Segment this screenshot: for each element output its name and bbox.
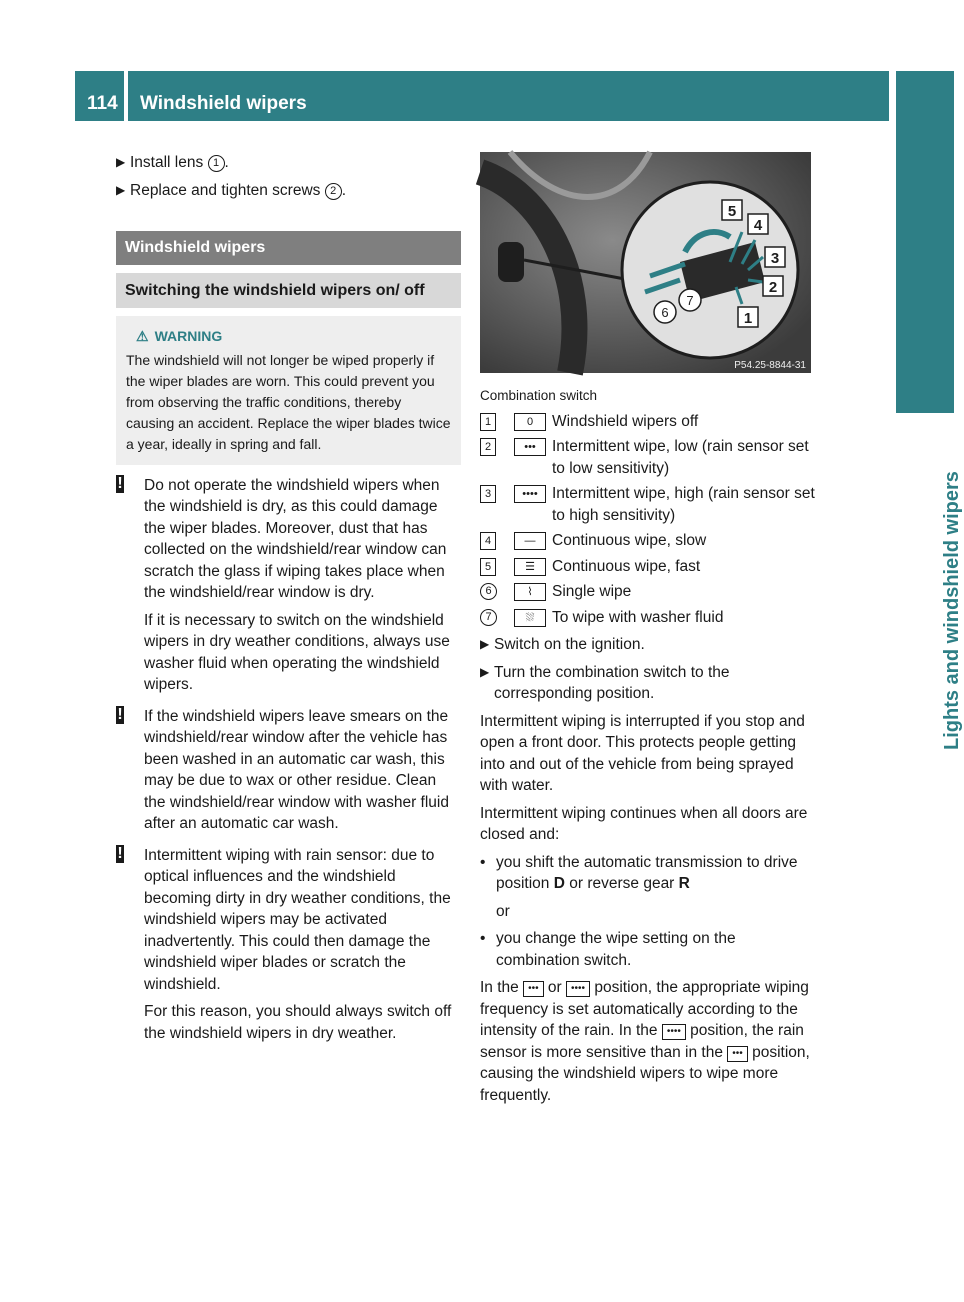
bullet-icon: • [480,930,486,947]
list-item: 2 ••• Intermittent wipe, low (rain sensor set to low sensitivity) [480,436,815,479]
callout-3: 3 [770,250,780,267]
exclamation-icon: ! [117,705,123,723]
section-heading: Windshield wipers [116,231,461,265]
continuous-slow-icon: — [514,532,546,550]
intermittent-low-icon: ••• [523,981,544,997]
paragraph-rain-sensor: In the ••• or •••• position, the appropriate wiping frequency is set automatically according to the intensity of the rain. In the •••• position, the rain sensor is more sensitive than in the ••• position, causing the windshield wipers to wipe more frequently. [480,979,810,1104]
list-item: 3 •••• Intermittent wipe, high (rain sensor set to high sensitivity) [480,483,815,526]
callout-7: 7 [686,293,694,308]
arrow-icon: ▶ [116,155,126,169]
warning-text: The windshield will not longer be wiped properly if the wiper blades are worn. This could prevent you from observing the traffic conditions, thereby causing an accident. Replace the wiper blades twice a year, ideally in spring and fall. [126,351,451,452]
paragraph: Intermittent wiping continues when all doors are closed and: [480,804,808,843]
arrow-icon: ▶ [116,182,126,197]
note-rain-sensor: ! Intermittent wiping with rain sensor: due to optical influences and the windshield becoming dirty in dry weather conditions, the windshield wipers may be activated inadvertently. This could then damage the windshield wiper blades or scratch the windshield. For this reason, you should always switch off the windshield wipers in dry weather. [117,844,452,1042]
warning-box [116,316,461,465]
exclamation-icon: ! [117,474,123,492]
or-text: or [496,902,510,920]
combination-switch-figure [480,152,811,373]
list-item: 1 0 Windshield wipers off [480,411,815,433]
step-replace-screws: ▶ Replace and tighten screws 2 . [116,180,461,202]
page-number: 114 [87,93,118,114]
warning-triangle-icon: ⚠ [136,327,149,344]
bullet-item: • you shift the automatic transmission to drive position D or reverse gear R [480,853,798,892]
note-smears: ! If the windshield wipers leave smears on the windshield/rear window after the vehicle has been washed in an automatic car wash, this may be due to wax or other residue. Clean the windshield/rear window with washer fluid after an automatic car wash. [117,705,449,832]
figure-code: P54.25-8844-31 [734,360,806,371]
list-item: 4 — Continuous wipe, slow [480,530,815,552]
intermittent-low-icon: ••• [727,1046,748,1062]
intermittent-high-icon: •••• [514,485,546,503]
sub-heading: Switching the windshield wipers on/ off [116,273,461,308]
list-item: 7 ⛆ To wipe with washer fluid [480,607,815,629]
bullet-item: • you change the wipe setting on the combination switch. [480,930,736,969]
ref-circle: 2 [325,183,342,200]
intermittent-high-icon: •••• [662,1024,686,1040]
page-title: Windshield wipers [140,93,307,114]
exclamation-icon: ! [117,844,123,862]
note-dry-windshield: ! Do not operate the windshield wipers when the windshield is dry, as this could damage the wiper blades. Moreover, dust that has collected on the windshield/rear window can scratch the glass if wiping takes place when the windshield/rear window is dry. If it is necessary to switch on the windshield wipers in dry weather conditions, always use washer fluid when operating the windshield wipers. [117,474,450,693]
arrow-icon: ▶ [480,637,490,651]
left-column [116,152,461,1050]
step-turn-switch: ▶ Turn the combination switch to the corresponding position. [480,663,730,702]
intermittent-high-icon: •••• [566,981,590,997]
callout-6: 6 [661,305,669,320]
arrow-icon: ▶ [480,664,490,679]
list-item: 5 ☰ Continuous wipe, fast [480,556,815,578]
bullet-icon: • [480,853,486,871]
intermittent-low-icon: ••• [514,438,546,456]
list-item: 6 ⌇ Single wipe [480,581,815,603]
callout-2: 2 [768,279,778,296]
callout-5: 5 [727,203,737,220]
step-ignition: ▶ Switch on the ignition. [480,634,815,656]
figure-illustration [480,152,811,373]
callout-1: 1 [743,310,753,327]
callout-4: 4 [753,217,763,234]
warning-title: ⚠ WARNING [136,327,223,344]
continuous-fast-icon: ☰ [514,558,546,576]
wiper-off-icon: 0 [514,413,546,431]
figure-caption: Combination switch [480,388,598,403]
side-label: Lights and windshield wipers [941,471,963,750]
single-wipe-icon: ⌇ [514,583,546,601]
side-tab [896,71,954,413]
washer-fluid-icon: ⛆ [514,609,546,627]
paragraph: Intermittent wiping is interrupted if you stop and open a front door. This protects people getting into and out of the vehicle from being sprayed with water. [480,712,805,794]
ref-circle: 1 [208,155,225,172]
step-install-lens: ▶ Install lens 1 . [116,152,461,174]
right-column [480,152,815,1112]
